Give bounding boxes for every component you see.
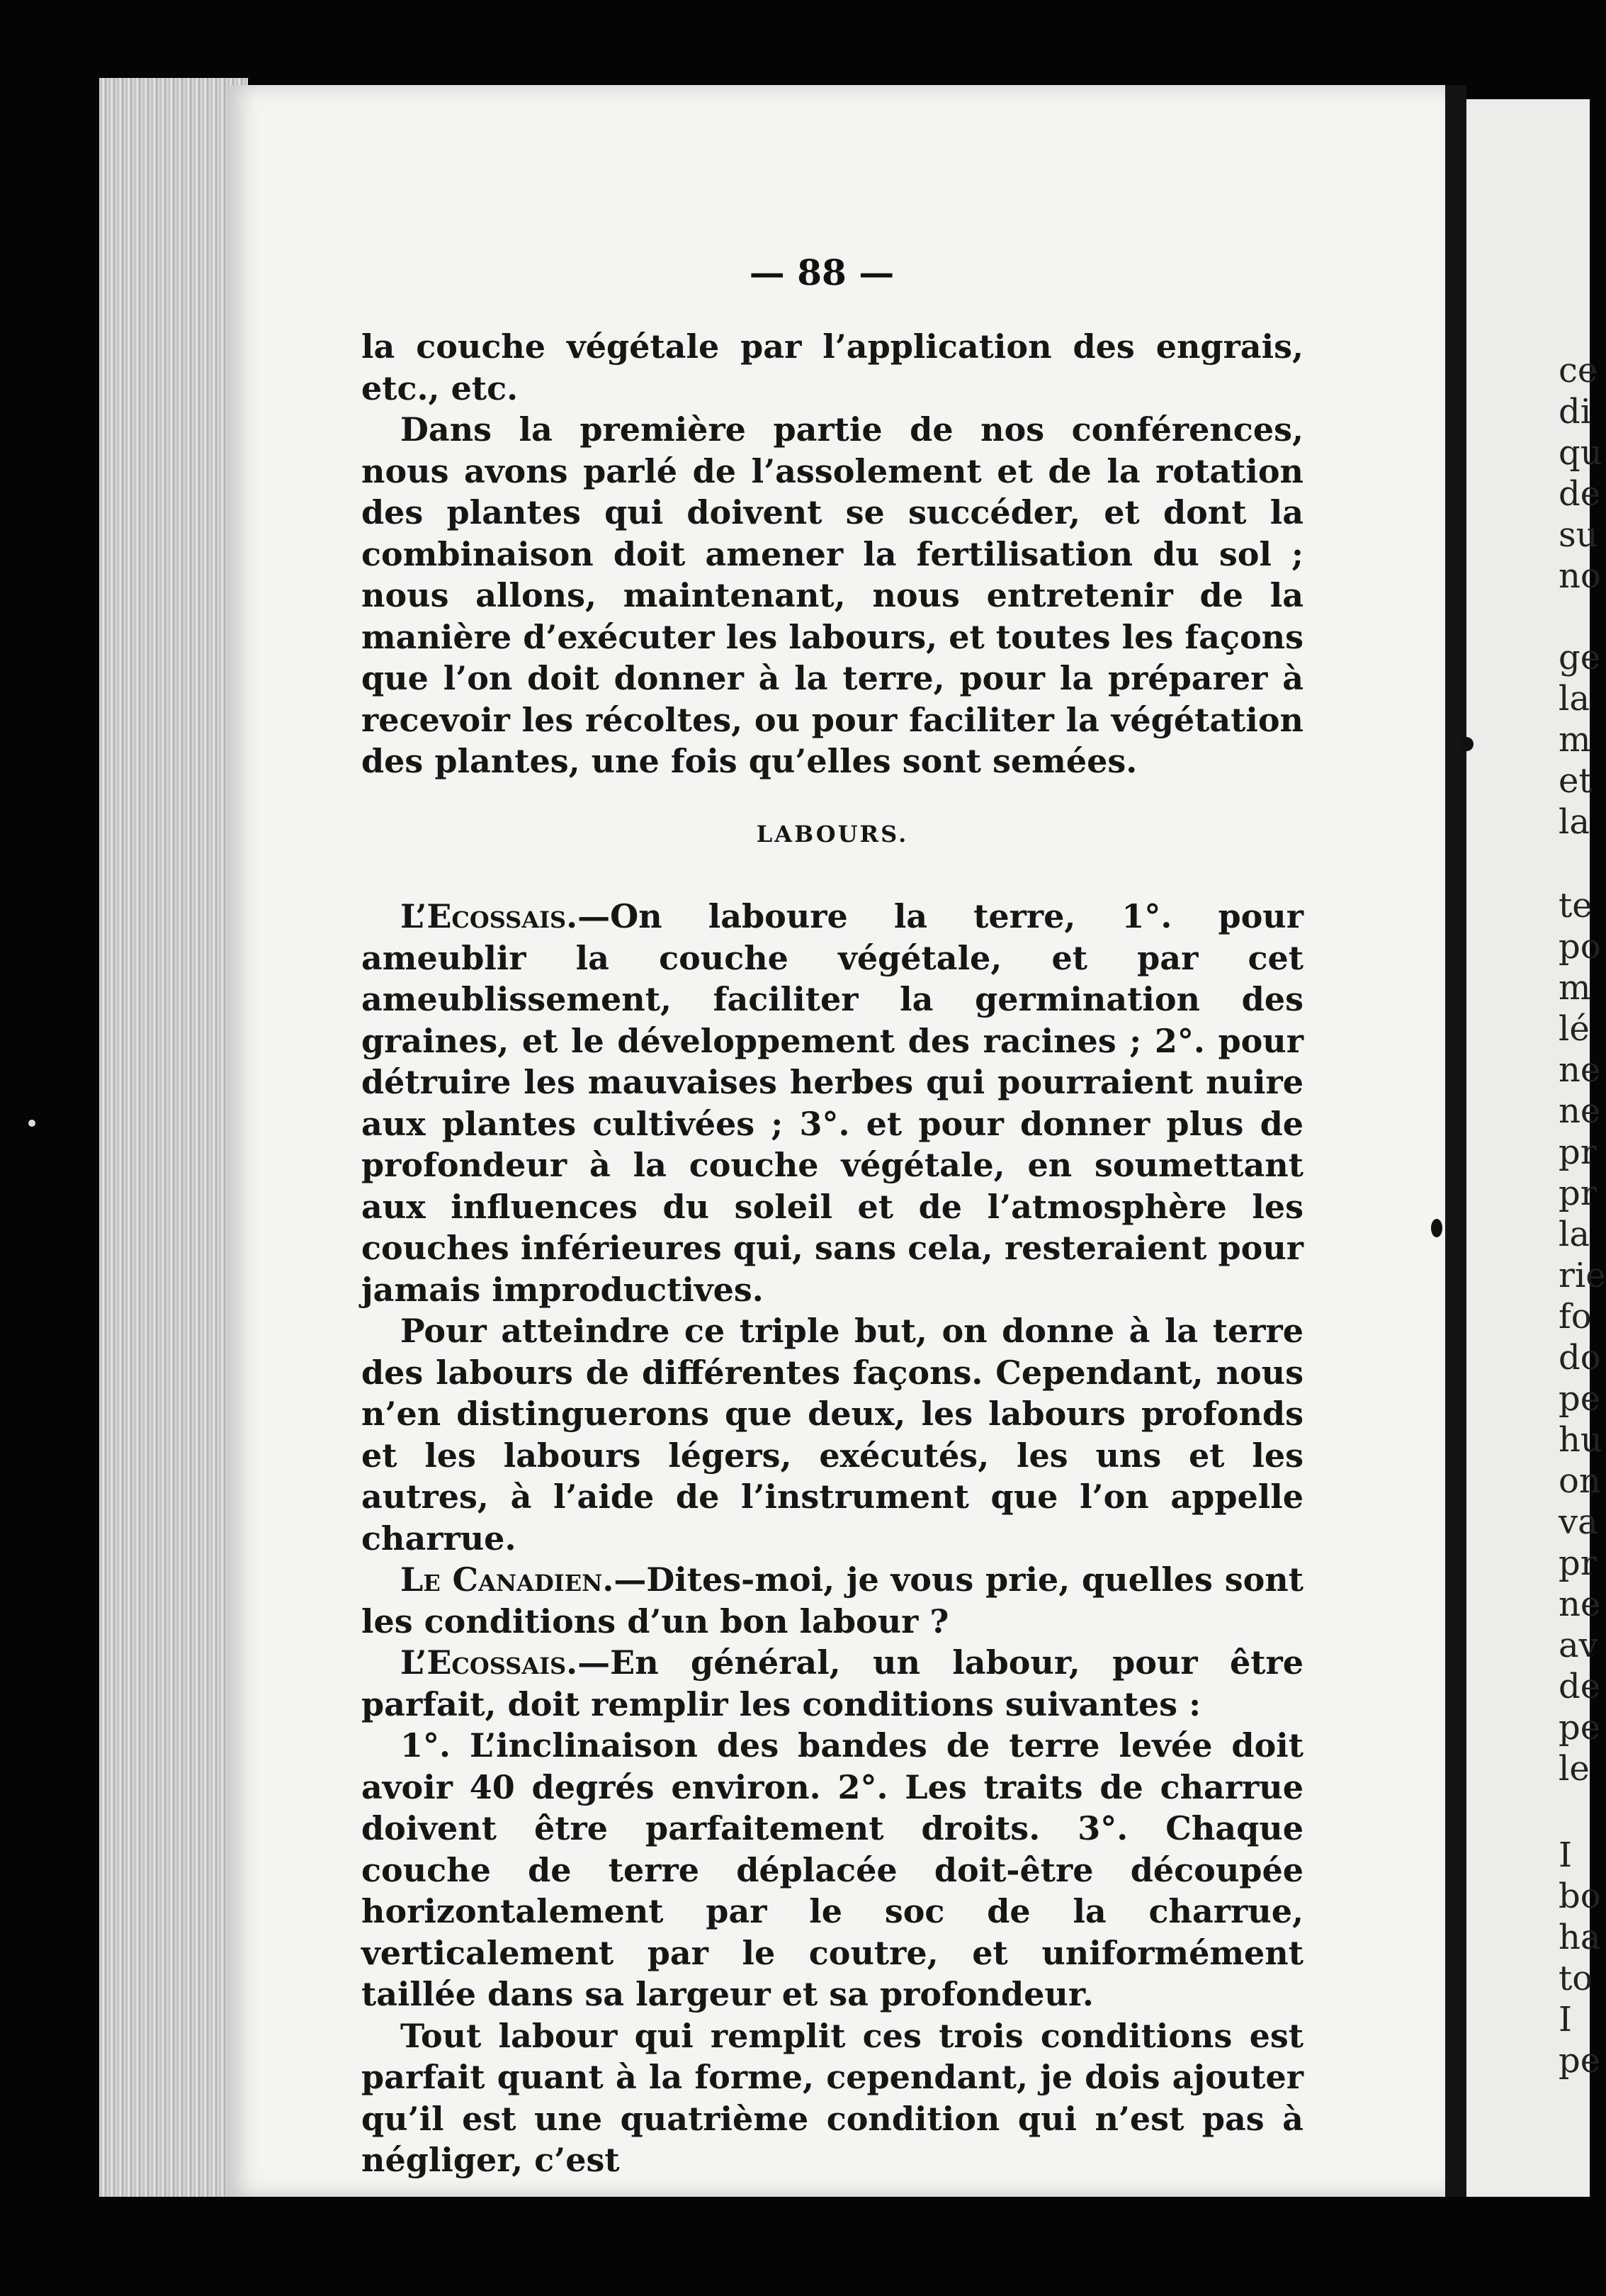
paragraph: 1°. L’inclinaison des bandes de terre levée doit avoir 40 degrés environ. 2°. Les traits de charrue doivent être parfaitement droits. 3°. Chaque couche de terre déplacée doit-être découpée horizontalement par le soc de la charrue, verticalement par le coutre, et uniformément taillée dans sa largeur et sa profondeur. — [361, 1726, 1304, 2013]
facing-text: hu — [1559, 1420, 1602, 1460]
paragraph — [361, 896, 1304, 1310]
body-text — [361, 326, 1304, 2181]
facing-text: av — [1559, 1626, 1598, 1665]
facing-text: la — [1559, 1215, 1590, 1254]
facing-text: la — [1559, 802, 1590, 842]
facing-text: pr — [1559, 1132, 1597, 1172]
paragraph: Dans la première partie de nos conférences, nous avons parlé de l’assolement et de la rotation des plantes qui doivent se succéder, et dont la combinaison doit amener la fertilisation du sol ; nous allons, maintenant, nous entretenir de la manière d’exécuter les labours, et toutes les façons que l’on doit donner à la terre, pour la préparer à recevoir les récoltes, ou pour faciliter la végétation des plantes, une fois qu’elles sont semées. — [361, 410, 1304, 780]
paragraph: Pour atteindre ce triple but, on donne à la terre des labours de différentes façons. Cependant, nous n’en distinguerons que deux, les labours profonds et les labours légers, exécutés, les uns et les autres, à l’aide de l’instrument que l’on appelle charrue. — [361, 1312, 1304, 1558]
facing-text: ge — [1559, 638, 1601, 677]
dust-speck — [28, 1120, 35, 1127]
speaker-name: Le Canadien. — [400, 1560, 614, 1599]
facing-text: m — [1559, 720, 1591, 760]
facing-text: rie — [1559, 1256, 1606, 1295]
facing-text: de — [1559, 1667, 1601, 1706]
facing-text: la — [1559, 679, 1590, 719]
page-number: — 88 — — [749, 252, 895, 293]
paragraph — [361, 1642, 1304, 1725]
facing-text: ne — [1559, 1091, 1601, 1131]
facing-text: do — [1559, 1338, 1601, 1378]
facing-text: no — [1559, 556, 1601, 596]
ink-blot — [1431, 1219, 1442, 1237]
facing-text: I — [1559, 2000, 1572, 2039]
paragraph — [361, 1559, 1304, 1642]
facing-text: pe — [1559, 1379, 1601, 1419]
facing-text: et — [1559, 761, 1593, 801]
facing-text: bo — [1559, 1876, 1601, 1916]
paragraph-text: —Dites-moi, je vous prie, quelles sont les conditions d’un bon labour ? — [361, 1560, 1304, 1641]
facing-text: qu — [1559, 433, 1602, 473]
section-heading: LABOURS. — [756, 820, 909, 848]
facing-text: ce — [1559, 351, 1598, 390]
facing-text: pr — [1559, 1543, 1597, 1583]
facing-text: de — [1559, 474, 1601, 514]
facing-text: pe — [1559, 1708, 1601, 1748]
facing-text: di — [1559, 392, 1592, 432]
paragraph: la couche végétale par l’application des engrais, etc., etc. — [361, 327, 1304, 407]
facing-text: le — [1559, 1749, 1590, 1789]
book-page-edges — [99, 78, 248, 2197]
facing-text: ne — [1559, 1050, 1601, 1090]
facing-text: ne — [1559, 1585, 1601, 1624]
facing-text: su — [1559, 515, 1598, 555]
paragraph-text: —On laboure la terre, 1°. pour ameublir la couche végétale, et par cet ameublissement, faciliter la germination des graines, et le développement des racines ; 2°. pour détruire les mauvaises herbes qui pourraient nuire aux plantes cultivées ; 3°. et pour donner plus de profondeur à la couche végétale, en soumettant aux influences du soleil et de l’atmosphère les couches inférieures qui, sans cela, resteraient pour jamais improductives. — [361, 897, 1304, 1309]
facing-text: ha — [1559, 1918, 1601, 1957]
speaker-name: L’Ecossais. — [400, 1643, 578, 1682]
facing-text: lé — [1559, 1009, 1590, 1049]
book-gutter — [1445, 85, 1466, 2197]
facing-text: m — [1559, 968, 1591, 1008]
facing-text: va — [1559, 1502, 1598, 1542]
facing-text: fo — [1559, 1297, 1592, 1336]
speaker-name: L’Ecossais. — [400, 897, 578, 935]
ink-blot — [1459, 737, 1474, 751]
paragraph: Tout labour qui remplit ces trois conditions est parfait quant à la forme, cependant, je dois ajouter qu’il est une quatrième condition qui n’est pas à négliger, c’est — [361, 2016, 1304, 2179]
facing-text: I — [1559, 1835, 1572, 1875]
facing-page-edge — [1466, 99, 1606, 2197]
facing-text: te — [1559, 886, 1593, 925]
facing-text: pr — [1559, 1174, 1597, 1213]
paragraph-text: —En général, un labour, pour être parfait, doit remplir les conditions suivantes : — [361, 1643, 1304, 1723]
facing-text: to — [1559, 1959, 1593, 1998]
facing-text: on — [1559, 1461, 1601, 1501]
facing-text: pe — [1559, 2041, 1601, 2081]
facing-text: po — [1559, 927, 1601, 967]
